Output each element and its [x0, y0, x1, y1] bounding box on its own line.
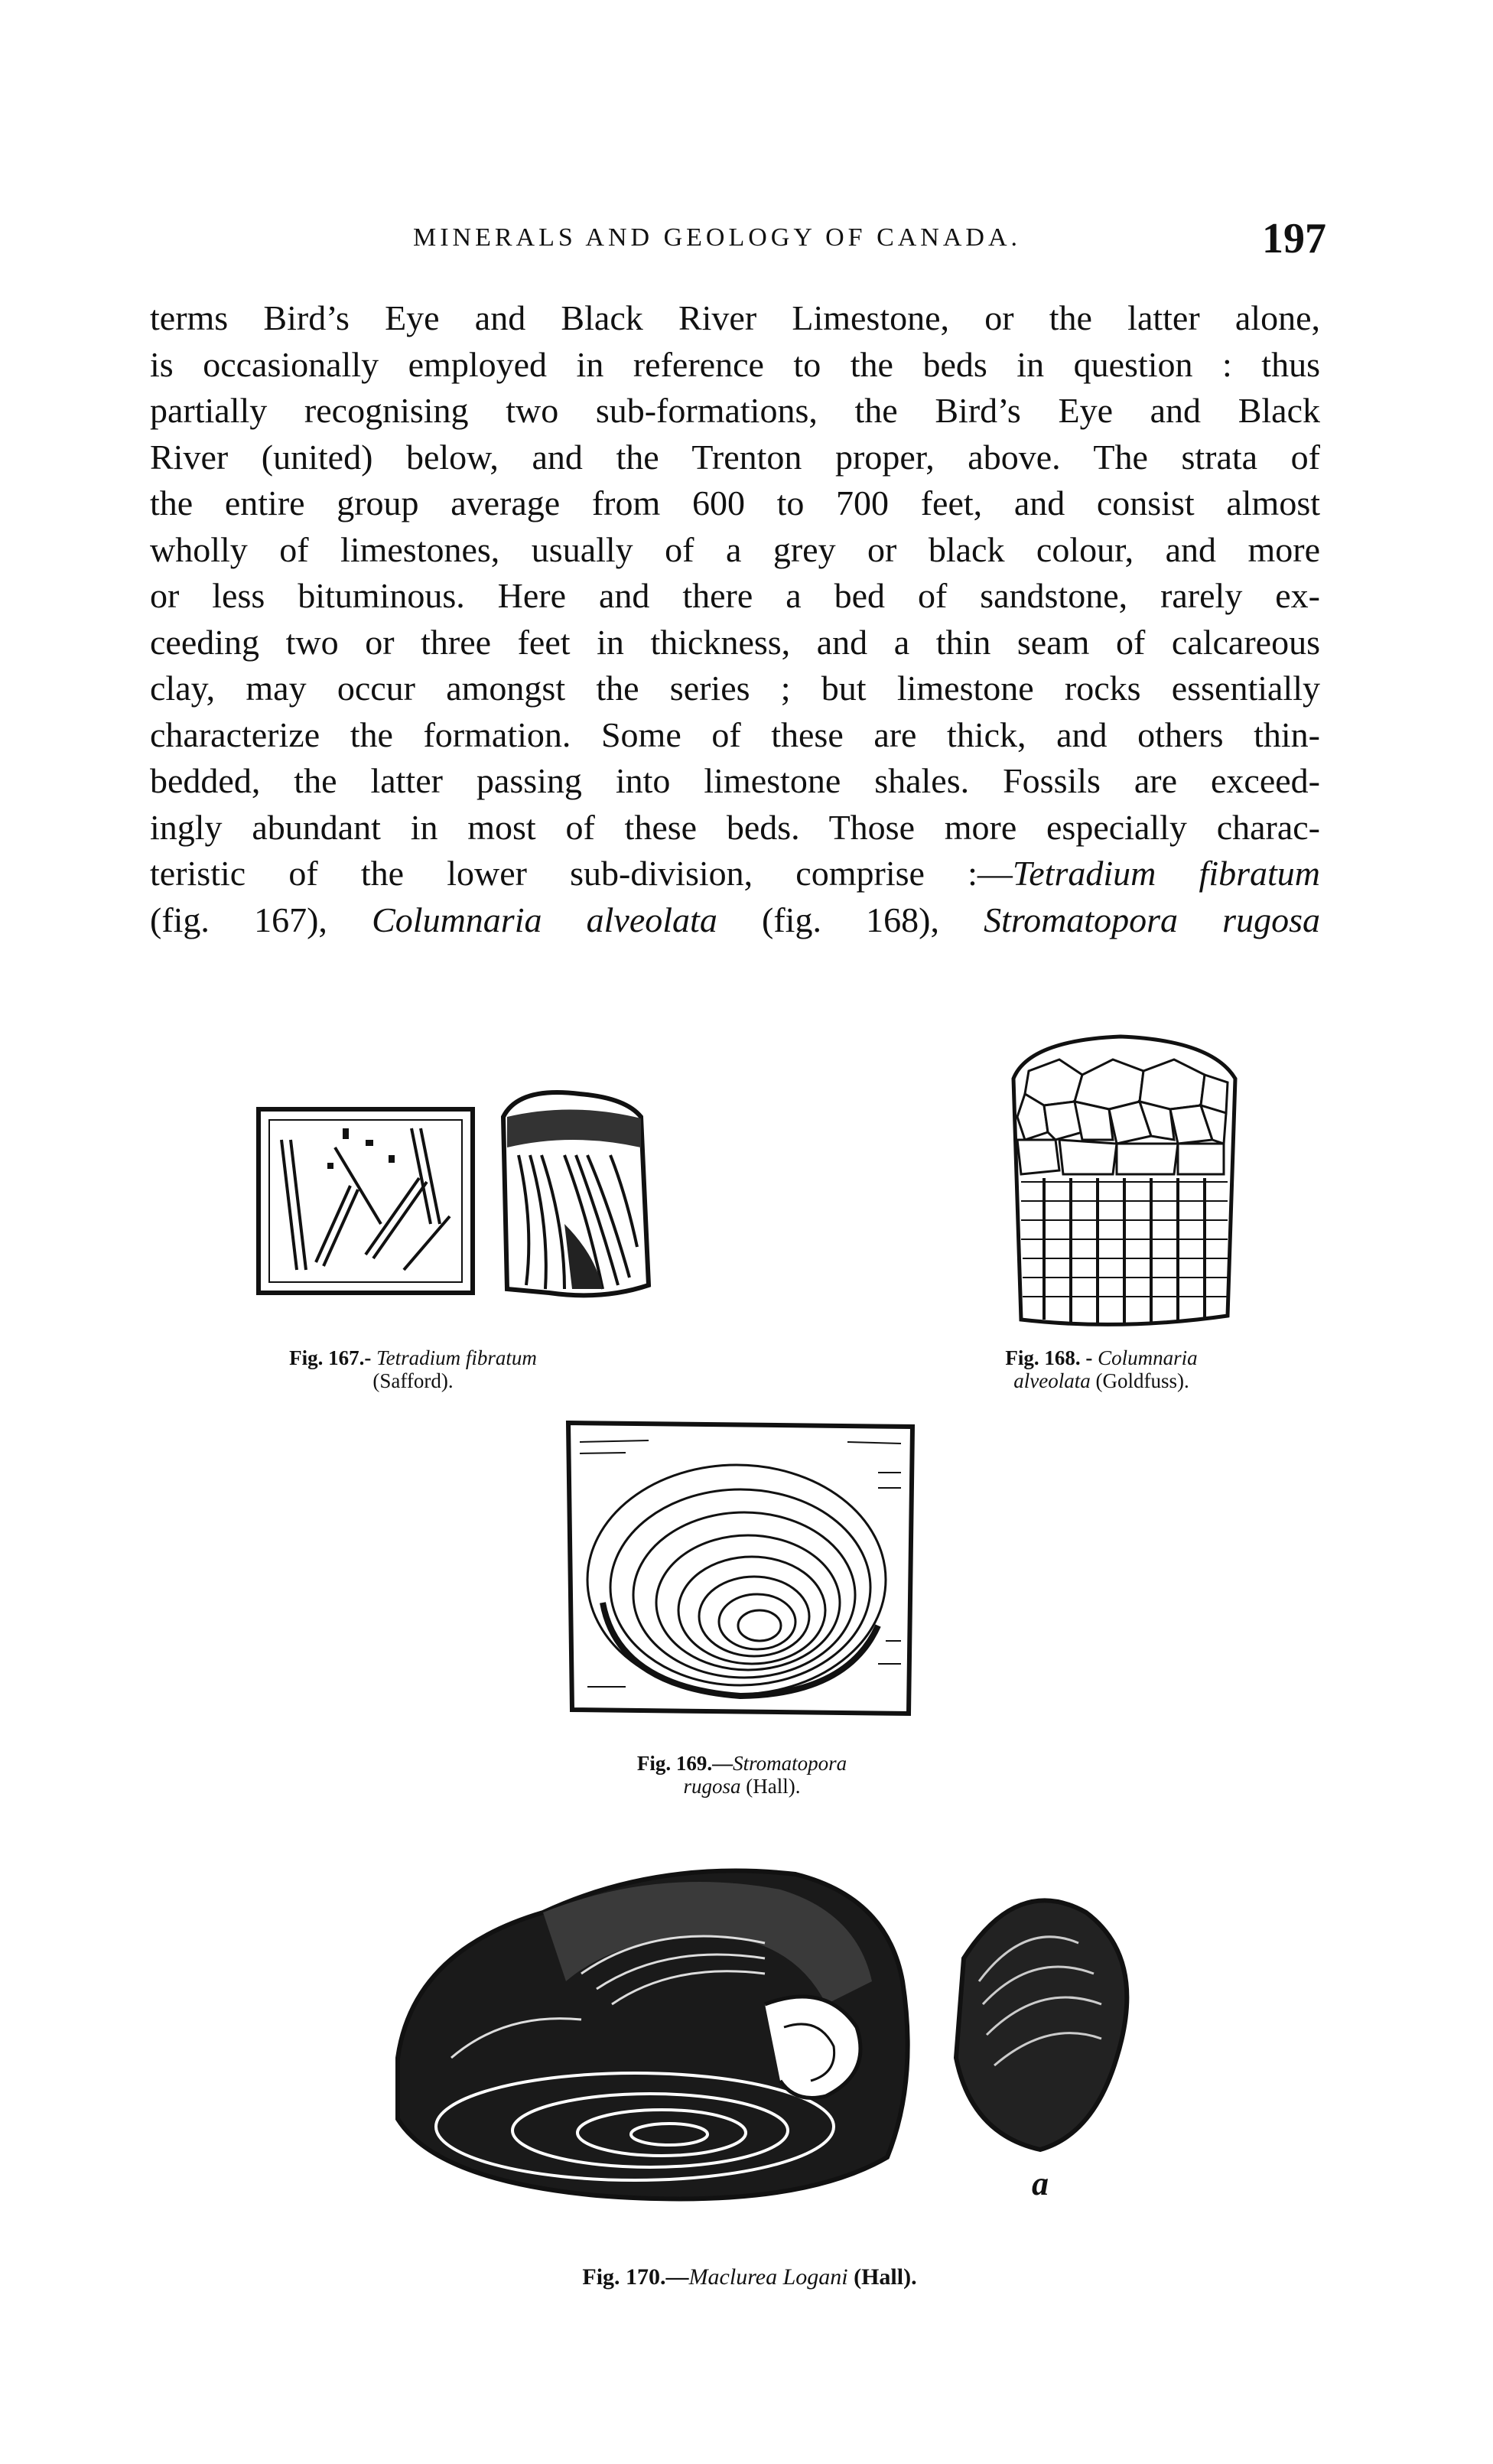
fig169-illustration	[557, 1411, 924, 1725]
page-number: 197	[1262, 215, 1326, 262]
text-line: bedded, the latter passing into limestone shales. Fossils are exceed-	[150, 761, 1320, 800]
text-line: ceeding two or three feet in thickness, and a thin seam of calcareous	[150, 622, 1320, 662]
line-text: (fig. 167),	[150, 900, 372, 939]
figure-label: Fig. 167.-	[289, 1346, 372, 1369]
figure-label: Fig. 169.—	[636, 1752, 733, 1775]
text-line: partially recognising two sub-formations, the Bird’s Eye and Black	[150, 391, 1320, 430]
text-line	[150, 897, 1320, 944]
text-line	[150, 851, 1320, 897]
text-line: wholly of limestones, usually of a grey or black colour, and more	[150, 529, 1320, 569]
text-line: clay, may occur amongst the series ; but limestone rocks essentially	[150, 669, 1320, 708]
figure-name: Tetradium fibratum	[376, 1346, 537, 1369]
figure-author: (Hall).	[746, 1775, 801, 1798]
line-text: (fig. 168),	[717, 900, 984, 939]
fig168-caption	[925, 1346, 1277, 1392]
fig170-illustration	[367, 1828, 1331, 2226]
text-line: characterize the formation. Some of these are thick, and others thin-	[150, 714, 1320, 754]
fig167-illustration	[243, 1071, 717, 1331]
fig167-caption	[252, 1346, 574, 1392]
text-line: or less bituminous. Here and there a bed of sandstone, rarely ex-	[150, 576, 1320, 615]
figure-name: Stromatopora	[733, 1752, 847, 1775]
figure-author: (Goldfuss).	[1095, 1369, 1189, 1392]
text-line: is occasionally employed in reference to the beds in question : thus	[150, 344, 1320, 384]
taxon-name: Stromatopora rugosa	[984, 900, 1320, 939]
figure-author: (Hall).	[854, 2264, 917, 2290]
taxon-name: Tetradium fibratum	[1012, 854, 1320, 893]
fig170-letter: a	[1032, 2165, 1049, 2202]
running-head: MINERALS AND GEOLOGY OF CANADA.	[413, 223, 1022, 252]
figure-name: Columnaria	[1098, 1346, 1198, 1369]
body-text	[150, 295, 1320, 943]
text-line: the entire group average from 600 to 700 feet, and consist almost	[150, 483, 1320, 522]
line-text: teristic of the lower sub-division, comprise :—	[150, 854, 1013, 893]
fig168-illustration	[983, 1025, 1258, 1331]
fig169-caption	[551, 1752, 933, 1798]
taxon-name: Columnaria alveolata	[372, 900, 717, 939]
figure-name-2: rugosa	[683, 1775, 741, 1798]
text-line: River (united) below, and the Trenton proper, above. The strata of	[150, 437, 1320, 477]
figure-label: Fig. 168. -	[1005, 1346, 1093, 1369]
text-line: ingly abundant in most of these beds. Those more especially charac-	[150, 807, 1320, 847]
figure-author: (Safford).	[372, 1369, 454, 1392]
figure-label: Fig. 170.—	[582, 2264, 689, 2290]
figure-name-2: alveolata	[1013, 1369, 1091, 1392]
figure-name: Maclurea Logani	[688, 2264, 848, 2290]
text-line: terms Bird’s Eye and Black River Limestone, or the latter alone,	[150, 298, 1320, 337]
fig170-caption	[490, 2266, 1010, 2289]
